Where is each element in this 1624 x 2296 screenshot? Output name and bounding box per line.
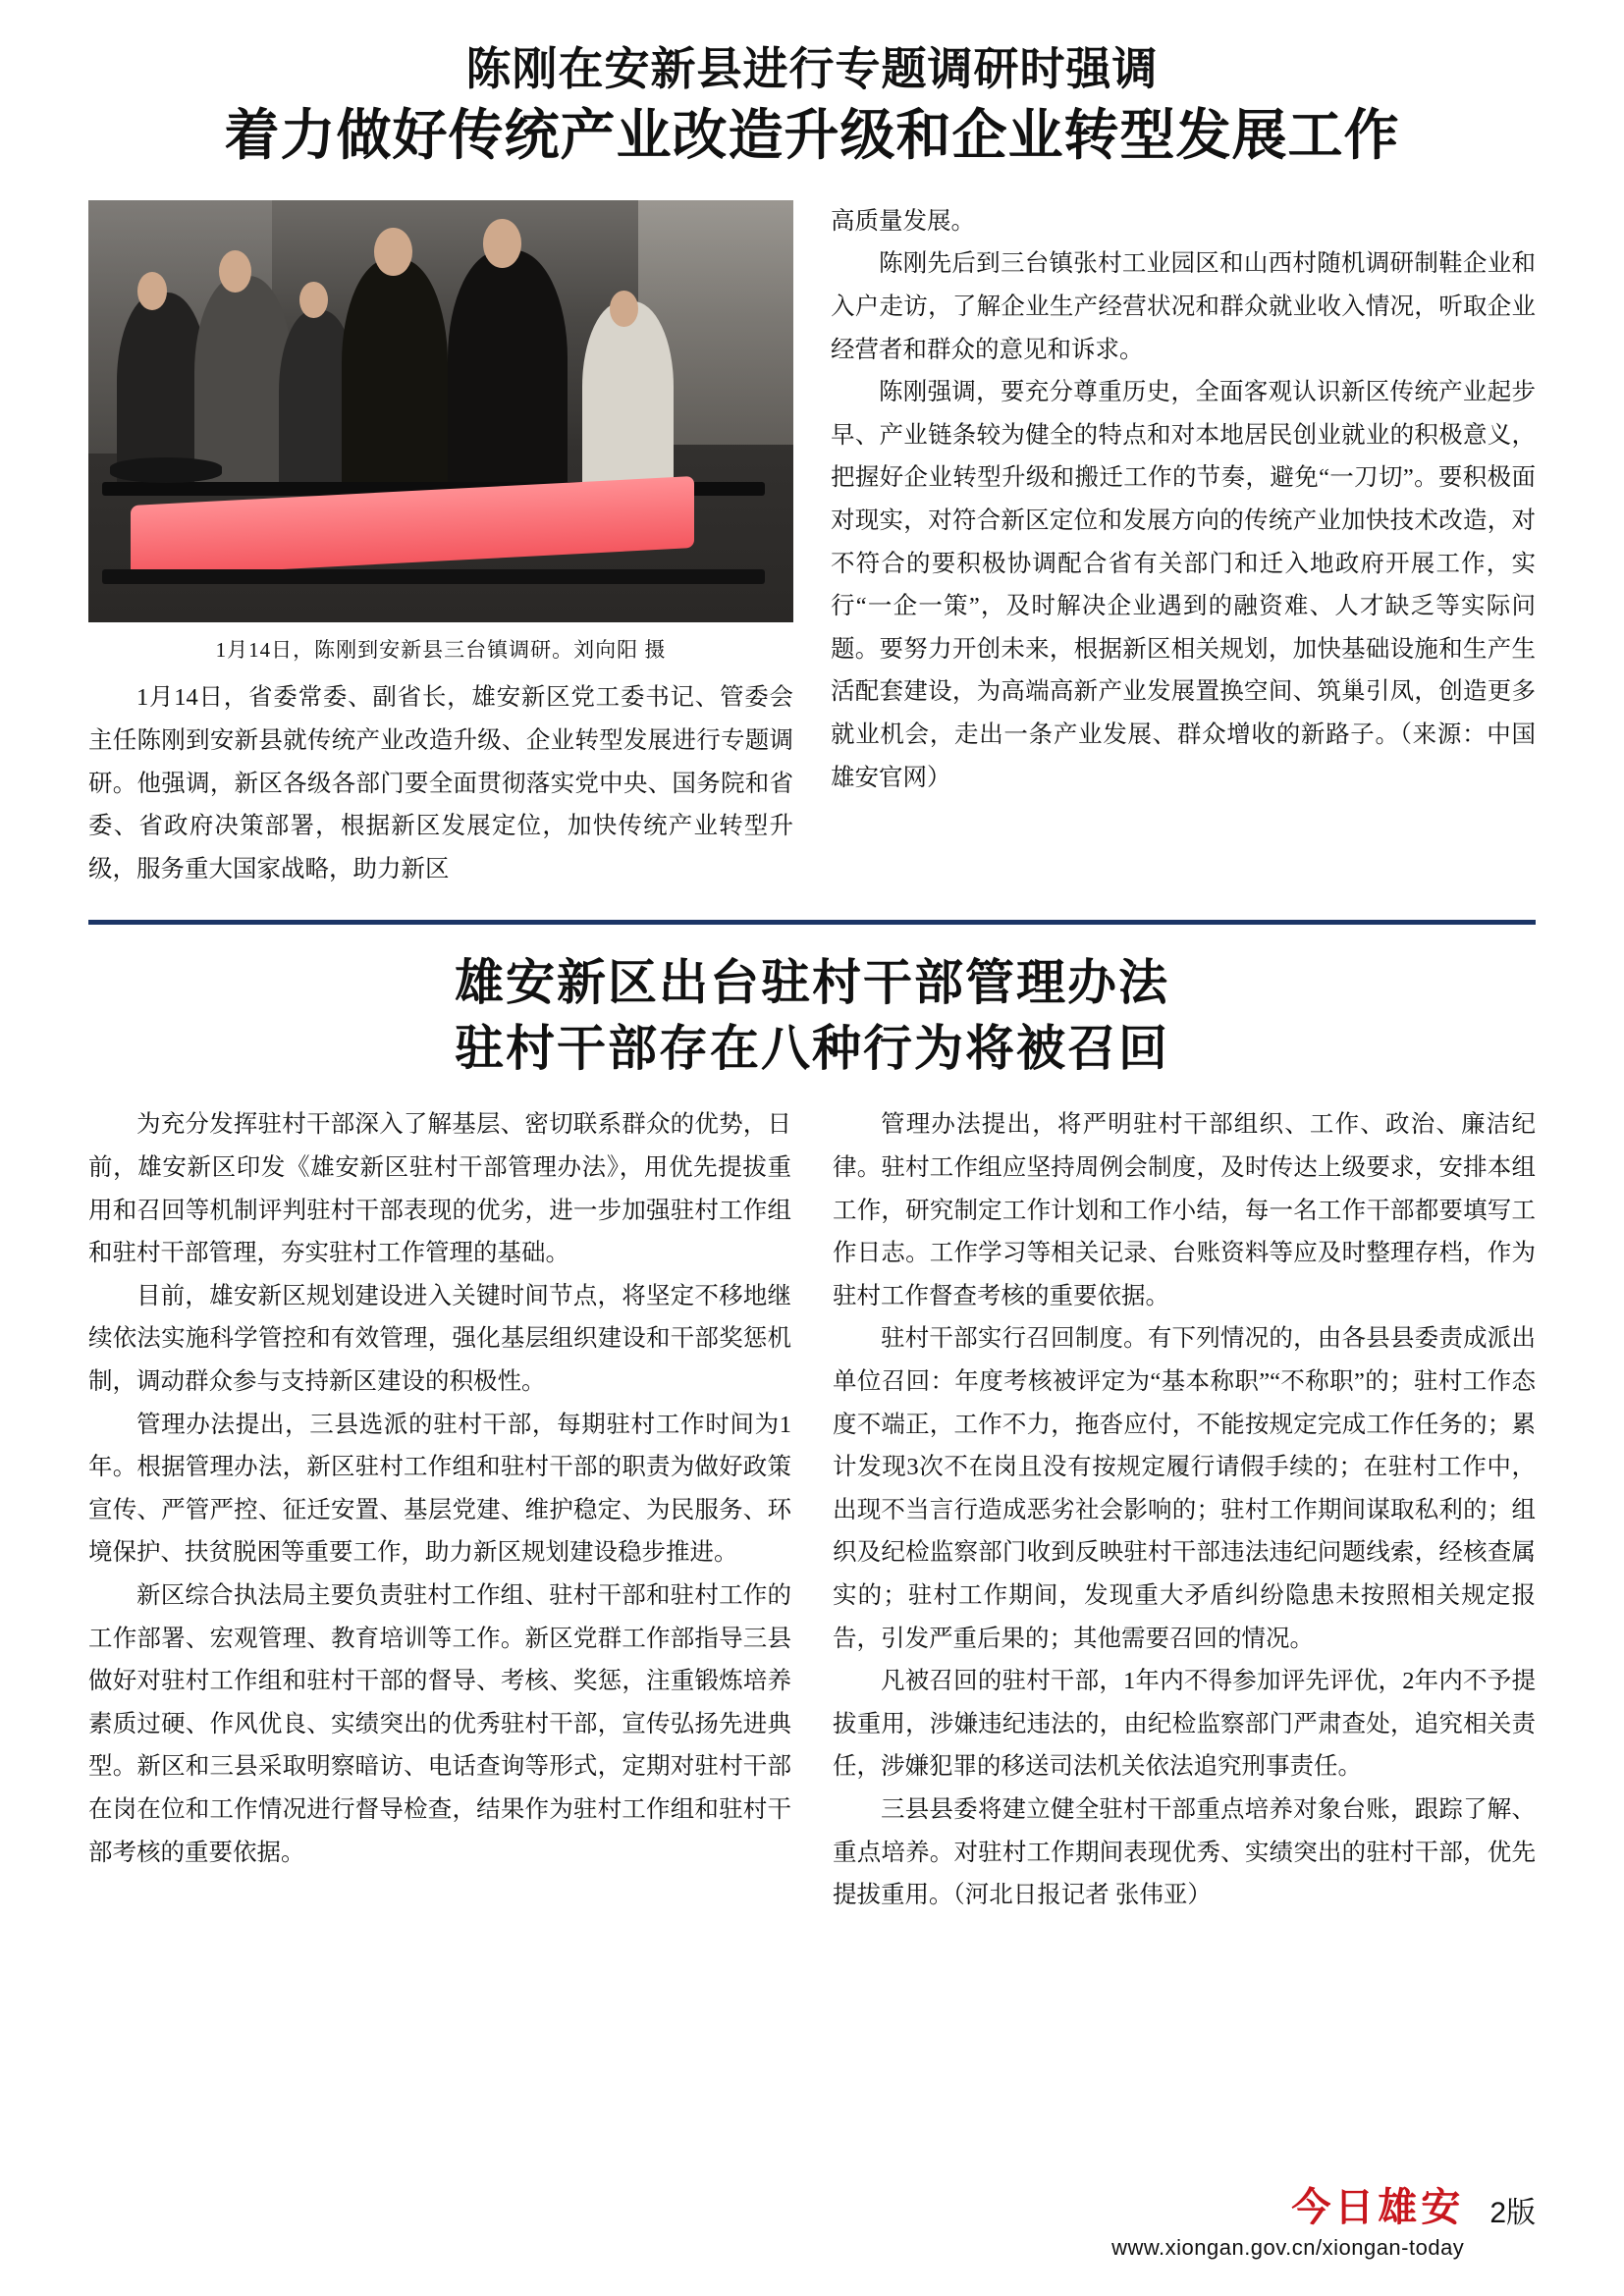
article1-photo	[88, 200, 793, 622]
article2-left-paragraph-1: 为充分发挥驻村干部深入了解基层、密切联系群众的优势，日前，雄安新区印发《雄安新区驻村干部管理办法》，用优先提拔重用和召回等机制评判驻村干部表现的优劣，进一步加强驻村工作组和驻村干部管理，夯实驻村工作管理的基础。	[88, 1111, 791, 1267]
article2-left-paragraph-4: 新区综合执法局主要负责驻村工作组、驻村干部和驻村工作的工作部署、宏观管理、教育培训等工作。新区党群工作部指导三县做好对驻村工作组和驻村干部的督导、考核、奖惩，注重锻炼培养素质过硬、作风优良、实绩突出的优秀驻村干部，宣传弘扬先进典型。新区和三县采取明察暗访、电话查询等形式，定期对驻村干部在岗在位和工作情况进行督导检查，结果作为驻村工作组和驻村干部考核的重要依据。	[88, 1582, 791, 1866]
article2-headline-line1: 雄安新区出台驻村干部管理办法	[455, 955, 1169, 1011]
photo-head-1	[137, 272, 167, 310]
photo-head-4	[374, 228, 412, 276]
photo-person-4	[342, 259, 448, 496]
footer-right-group	[1111, 2185, 1536, 2261]
article1-right-paragraph-2: 陈刚先后到三台镇张村工业园区和山西村随机调研制鞋企业和入户走访，了解企业生产经营状况和群众就业收入情况，听取企业经营者和群众的意见和诉求。	[831, 250, 1536, 363]
photo-person-5	[448, 250, 568, 495]
photo-head-3	[299, 282, 328, 318]
photo-head-6	[610, 291, 638, 327]
article1-right-paragraph-1: 高质量发展。	[831, 207, 975, 235]
photo-machine-bar-lower	[102, 569, 765, 584]
article1-left-column	[88, 200, 793, 891]
article1-left-paragraph-1: 1月14日，省委常委、副省长，雄安新区党工委书记、管委会主任陈刚到安新县就传统产业改造升级、企业转型发展进行专题调研。他强调，新区各级各部门要全面贯彻落实党中央、国务院和省委、省政府决策部署，根据新区发展定位，加快传统产业转型升级，服务重大国家战略，助力新区	[88, 684, 793, 882]
website-url[interactable]: www.xiongan.gov.cn/xiongan-today	[1111, 2235, 1465, 2260]
article1-headline-line1: 陈刚在安新县进行专题调研时强调	[465, 44, 1159, 94]
article2-right-paragraph-4: 三县县委将建立健全驻村干部重点培养对象台账，跟踪了解、重点培养。对驻村工作期间表现优秀、实绩突出的驻村干部，优先提拔重用。（河北日报记者 张伟亚）	[833, 1796, 1536, 1909]
article2-right-column	[833, 1103, 1536, 1917]
article2-headline-line2: 驻村干部存在八种行为将被召回	[455, 1021, 1169, 1077]
article2-right-paragraph-2: 驻村干部实行召回制度。有下列情况的，由各县县委责成派出单位召回：年度考核被评定为“基本称职”“不称职”的；驻村工作态度不端正，工作不力，拖沓应付，不能按规定完成工作任务的；累计发现3次不在岗且没有按规定履行请假手续的；在驻村工作中，出现不当言行造成恶劣社会影响的；驻村工作期间谋取私利的；组织及纪检监察部门收到反映驻村干部违法违纪问题线索，经核查属实的；驻村工作期间，发现重大矛盾纠纷隐患未按照相关规定报告，引发严重后果的；其他需要召回的情况。	[833, 1325, 1536, 1652]
photo-head-2	[219, 250, 251, 293]
article1-right-paragraph-3: 陈刚强调，要充分尊重历史，全面客观认识新区传统产业起步早、产业链条较为健全的特点和对本地居民创业就业的积极意义，把握好企业转型升级和搬迁工作的节奏，避免“一刀切”。要积极面对现实，对符合新区定位和发展方向的传统产业加快技术改造，对不符合的要积极协调配合省有关部门和迁入地政府开展工作，实行“一企一策”，及时解决企业遇到的融资难、人才缺乏等实际问题。要努力开创未来，根据新区相关规划，加快基础设施和生产生活配套建设，为高端高新产业发展置换空间、筑巢引凤，创造更多就业机会，走出一条产业发展、群众增收的新路子。（来源：中国雄安官网）	[831, 379, 1536, 791]
article2-body	[88, 1103, 1536, 1917]
photo-head-5	[483, 219, 521, 267]
article1-right-column	[831, 200, 1536, 891]
publication-logo: 今日雄安	[1291, 2185, 1465, 2229]
article2-right-paragraph-3: 凡被召回的驻村干部，1年内不得参加评先评优，2年内不予提拔重用，涉嫌违纪违法的，由纪检监察部门严肃查处，追究相关责任，涉嫌犯罪的移送司法机关依法追究刑事责任。	[833, 1668, 1536, 1781]
article-separator-rule	[88, 920, 1536, 925]
photo-person-6	[582, 301, 674, 496]
article1-photo-caption: 1月14日，陈刚到安新县三台镇调研。刘向阳 摄	[215, 637, 667, 662]
article1-body	[88, 200, 1536, 891]
article2-left-paragraph-2: 目前，雄安新区规划建设进入关键时间节点，将坚定不移地继续依法实施科学管控和有效管理，强化基层组织建设和干部奖惩机制，调动群众参与支持新区建设的积极性。	[88, 1282, 791, 1395]
article1-headline	[88, 39, 1536, 175]
article2-left-paragraph-3: 管理办法提出，三县选派的驻村干部，每期驻村工作时间为1年。根据管理办法，新区驻村工作组和驻村干部的职责为做好政策宣传、严管严控、征迁安置、基层党建、维护稳定、为民服务、环境保护、扶贫脱困等重要工作，助力新区规划建设稳步推进。	[88, 1411, 791, 1567]
article1-photo-wrap	[88, 200, 793, 622]
page-footer	[88, 2185, 1536, 2261]
page-number: 2版	[1489, 2197, 1536, 2229]
footer-brand-group	[1111, 2185, 1465, 2261]
article2-headline	[88, 950, 1536, 1082]
article2-left-column	[88, 1103, 791, 1917]
photo-fabric-roll	[110, 457, 223, 483]
article2-right-paragraph-1: 管理办法提出，将严明驻村干部组织、工作、政治、廉洁纪律。驻村工作组应坚持周例会制度，及时传达上级要求，安排本组工作，研究制定工作计划和工作小结，每一名工作干部都要填写工作日志。工作学习等相关记录、台账资料等应及时整理存档，作为驻村工作督查考核的重要依据。	[833, 1111, 1536, 1309]
article1-headline-line2: 着力做好传统产业改造升级和企业转型发展工作	[224, 106, 1400, 168]
